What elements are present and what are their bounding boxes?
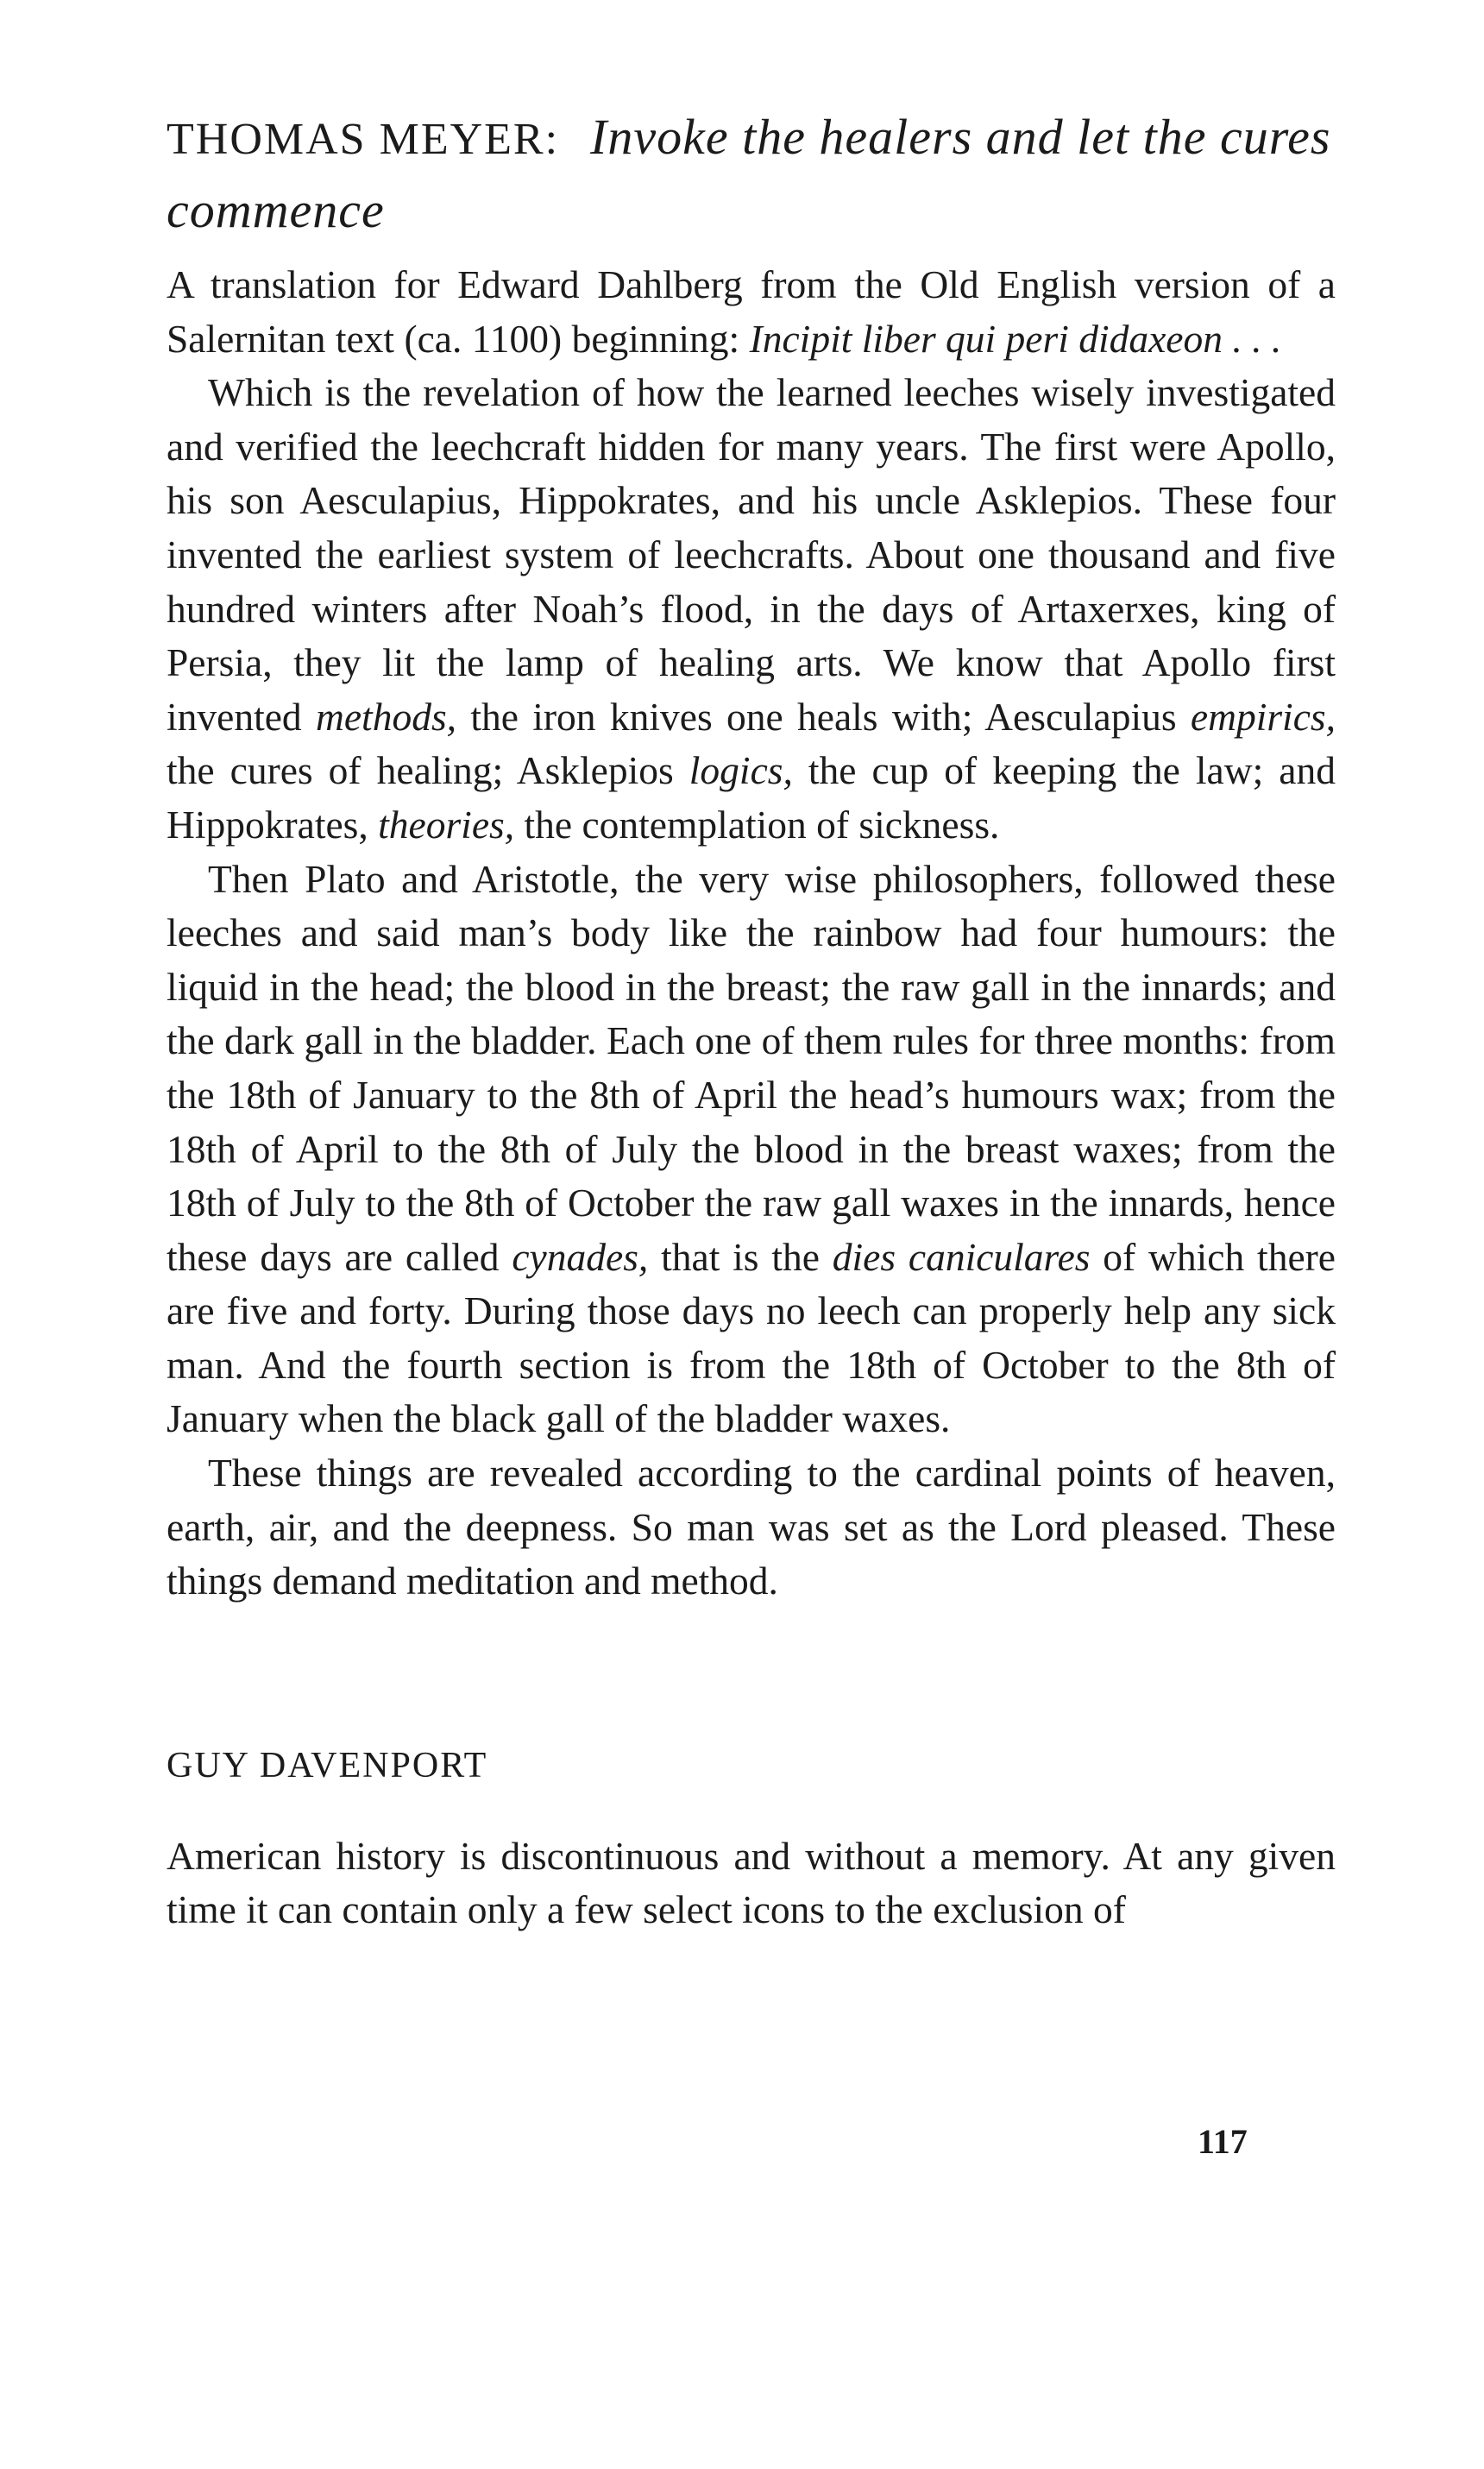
text-run: A translation for Edward Dahlberg from the Old English version of a Salernitan text (ca. 1100) beginning: [167, 262, 1336, 361]
text-run: the contemplation of sickness. [514, 802, 1000, 847]
italic-run: methods, [316, 694, 457, 739]
text-run: that is the [648, 1234, 833, 1279]
text-run: Which is the revelation of how the learned leeches wisely investigated and verified the leechcraft hidden for many years. The first were Apollo, his son Aesculapius, Hippokrates, and his uncle Asklepios. These four invented the earliest system of leechcrafts. About one thousand and five hundred winters after Noah’s flood, in the days of Artaxerxes, king of Persia, they lit the lamp of healing arts. We know that Apollo first invented [167, 370, 1336, 739]
intro-paragraph [167, 258, 1336, 366]
section-heading [167, 102, 1336, 246]
paragraph: These things are revealed according to the cardinal points of heaven, earth, air, and the deepness. So man was set as the Lord pleased. These things demand meditation and method. [167, 1451, 1336, 1603]
text-run: the cures of healing; Asklepios [167, 748, 689, 793]
text-run: the cup of keeping the law; and Hippokrates, [167, 748, 1336, 847]
paragraph: American history is discontinuous and without a memory. At any given time it can contain only a few select icons to the exclusion of [167, 1833, 1336, 1932]
page-content [167, 102, 1336, 1937]
italic-run: dies caniculares [832, 1234, 1091, 1279]
italic-run: empirics, [1190, 694, 1336, 739]
italic-run: cynades, [512, 1234, 649, 1279]
author-name: THOMAS MEYER: [167, 115, 560, 164]
italic-run: logics, [689, 748, 793, 793]
italic-run: theories, [378, 802, 515, 847]
text-run: of which there are five and forty. During those days no leech can properly help any sick man. And the fourth section is from the 18th of October to the 8th of January when the black gall of the bladder waxes. [167, 1234, 1336, 1441]
text-run: the iron knives one heals with; Aesculapius [456, 694, 1191, 739]
text-run: Then Plato and Aristotle, the very wise philosophers, followed these leeches and said man’s body like the rainbow had four humours: the liquid in the head; the blood in the breast; the raw gall in the innards; and the dark gall in the bladder. Each one of them rules for three months: from the 18th of January to the 8th of April the head’s humours wax; from the 18th of April to the 8th of July the blood in the breast waxes; from the 18th of July to the 8th of October the raw gall waxes in the innards, hence these days are called [167, 856, 1336, 1279]
section-heading-2: GUY DAVENPORT [167, 1745, 488, 1786]
paragraph [167, 366, 1336, 852]
piece-title: Invoke the healers and let the cures commence [167, 109, 1331, 238]
paragraph [167, 853, 1336, 1447]
page-number: 117 [1198, 2122, 1248, 2161]
italic-run: Incipit liber qui peri didaxeon . . . [749, 316, 1282, 361]
